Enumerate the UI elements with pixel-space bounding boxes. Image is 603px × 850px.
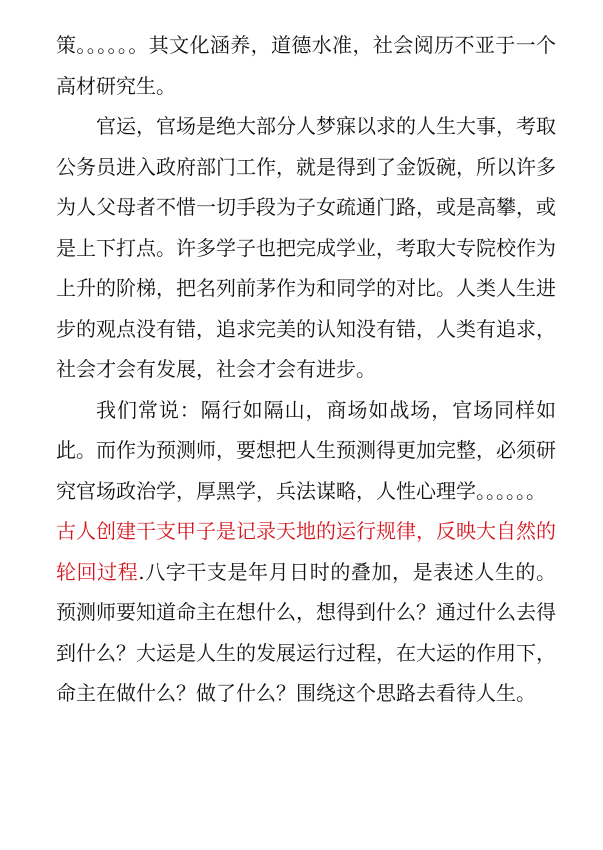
paragraph-4	[56, 511, 556, 714]
paragraph-3	[56, 390, 556, 512]
paragraph-3-text: 我们常说：隔行如隔山，商场如战场，官场同样如此。而作为预测师，要想把人生预测得更加完整，必须研究官场政治学，厚黑学，兵法谋略，人性心理学。。。。。。	[56, 397, 556, 503]
paragraph-4-text: .八字干支是年月日时的叠加，是表述人生的。预测师要知道命主在想什么，想得到什么？通过什么去得到什么？大运是人生的发展运行过程，在大运的作用下，命主在做什么？做了什么？围绕这个思路去看待人生。	[56, 559, 557, 705]
document-page	[56, 25, 556, 714]
paragraph-1	[56, 25, 556, 106]
paragraph-4-highlight: 古人创建干支甲子是记录天地的运行规律，反映大自然的轮回过程	[56, 519, 556, 584]
paragraph-2	[56, 106, 556, 390]
paragraph-1-text: 策。。。。。。其文化涵养，道德水准，社会阅历不亚于一个高材研究生。	[56, 33, 556, 98]
paragraph-2-text: 官运，官场是绝大部分人梦寐以求的人生大事，考取公务员进入政府部门工作，就是得到了金饭碗，所以许多为人父母者不惜一切手段为子女疏通门路，或是高攀，或是上下打点。许多学子也把完成学业，考取大专院校作为上升的阶梯，把名列前茅作为和同学的对比。人类人生进步的观点没有错，追求完美的认知没有错，人类有追求，社会才会有发展，社会才会有进步。	[56, 114, 556, 381]
